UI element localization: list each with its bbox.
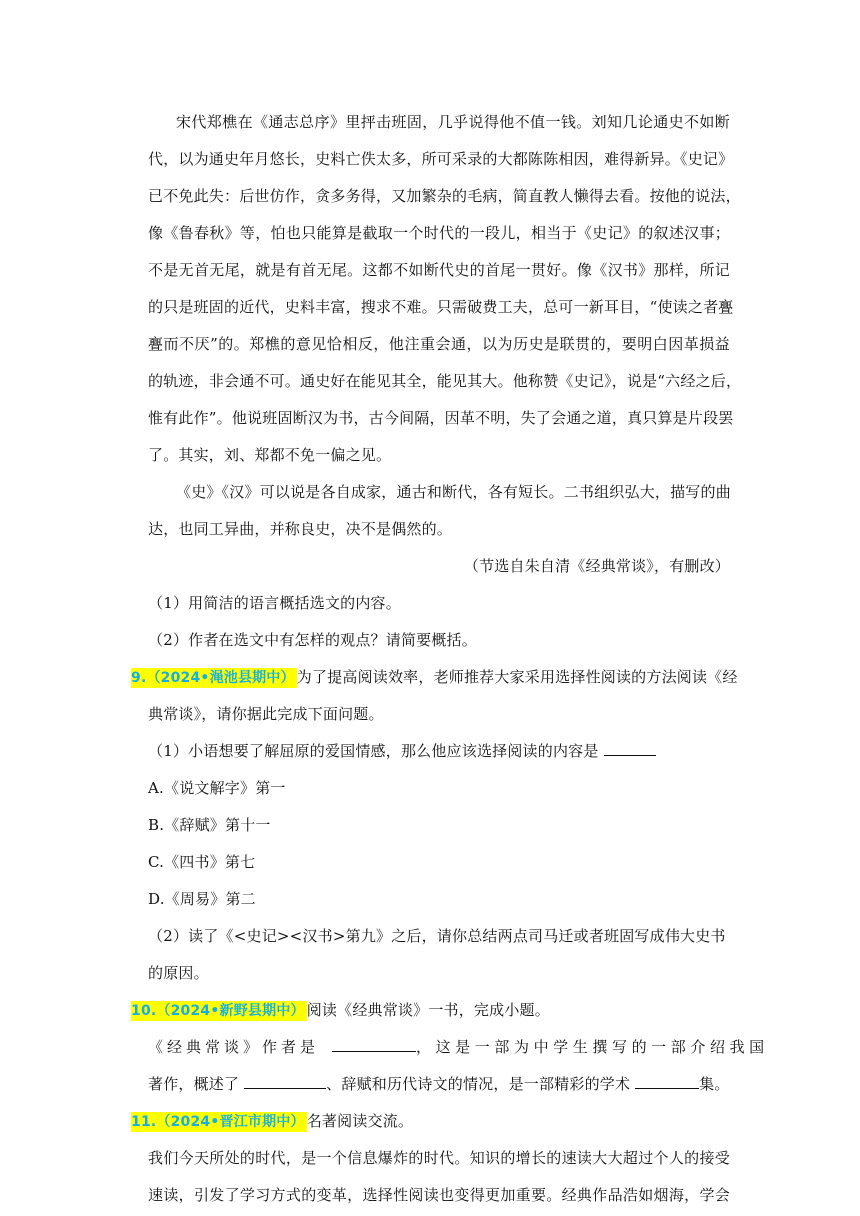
option-b: B.《辞赋》第十一 <box>148 816 271 834</box>
passage-line: 代，以为通史年月悠长，史料亡佚太多，所可采录的大都陈陈相因，难得新异。《史记》 <box>148 150 734 168</box>
question-9-stem-cont: 典常谈》，请你据此完成下面问题。 <box>148 705 384 723</box>
question-10-stem-text: 阅读《经典常谈》一书，完成小题。 <box>306 1001 550 1019</box>
answer-blank[interactable] <box>604 741 656 756</box>
passage-line: 的轨迹，非会通不可。通史好在能见其全，能见其大。他称赞《史记》，说是“六经之后， <box>148 372 742 390</box>
question-10-text: 著作，概述了 <box>148 1075 240 1093</box>
question-11-source-tag: 11.（2024•晋江市期中） <box>131 1114 305 1130</box>
passage-line: 的只是班固的近代，史料丰富，搜求不难。只需破费工夫，总可一新耳目，“使读之者亹 <box>148 298 734 316</box>
passage-line: 惟有此作”。他说班固断汉为书，古今间隔，因革不明，失了会通之道，真只算是片段罢 <box>148 409 734 427</box>
question-11-stem <box>131 1111 730 1132</box>
answer-blank[interactable] <box>635 1074 699 1089</box>
option-c: C.《四书》第七 <box>148 853 256 871</box>
answer-blank[interactable] <box>332 1037 416 1052</box>
question-10-text: ，这是一部为中学生撰写的一部介绍我国 <box>415 1038 769 1056</box>
answer-blank[interactable] <box>244 1074 326 1089</box>
question-10-text: 集。 <box>699 1075 730 1093</box>
question-10-line1 <box>148 1037 769 1057</box>
question-9-sub2-cont: 的原因。 <box>148 964 209 982</box>
passage-line: 达，也同工异曲，并称良史，决不是偶然的。 <box>148 520 453 538</box>
passage-line: 宋代郑樵在《通志总序》里抨击班固，几乎说得他不值一钱。刘知几论通史不如断 <box>176 113 730 131</box>
question-11-text-line: 我们今天所处的时代，是一个信息爆炸的时代。知识的增长的速读大大超过个人的接受 <box>148 1149 730 1167</box>
passage-source: （节选自朱自清《经典常谈》，有删改） <box>463 557 730 575</box>
option-d: D.《周易》第二 <box>148 890 256 908</box>
question-11-text-line: 速读，引发了学习方式的变革，选择性阅读也变得更加重要。经典作品浩如烟海，学会 <box>148 1186 730 1204</box>
question-10-text: 、辞赋和历代诗文的情况，是一部精彩的学术 <box>326 1075 631 1093</box>
question-10-line2 <box>148 1074 730 1094</box>
passage-line: 亹而不厌”的。郑樵的意见恰相反，他注重会通，以为历史是联贯的，要明白因革损益 <box>148 335 730 353</box>
question-10-text: 《经典常谈》作者是 <box>148 1038 320 1056</box>
passage-line: 已不免此失：后世仿作，贪多务得，又加繁杂的毛病，简直教人懒得去看。按他的说法， <box>148 187 741 205</box>
question-10-stem <box>131 1000 730 1021</box>
passage-line: 像《鲁春秋》等，怕也只能算是截取一个时代的一段儿，相当于《史记》的叙述汉事； <box>148 224 730 242</box>
passage-line: 不是无首无尾，就是有首无尾。这都不如断代史的首尾一贯好。像《汉书》那样，所记 <box>148 261 730 279</box>
question-9-stem <box>131 667 738 688</box>
option-a: A.《说文解字》第一 <box>148 779 286 797</box>
question-9-source-tag: 9.（2024•渑池县期中） <box>131 670 295 686</box>
question-9-stem-text: 为了提高阅读效率，老师推荐大家采用选择性阅读的方法阅读《经 <box>296 668 738 686</box>
question-10-source-tag: 10.（2024•新野县期中） <box>131 1003 305 1019</box>
passage-line: 了。其实，刘、郑都不免一偏之见。 <box>148 446 392 464</box>
question-9-sub1-text: （1）小语想要了解屈原的爱国情感，那么他应该选择阅读的内容是 <box>148 742 599 760</box>
passage-line: 《史》《汉》可以说是各自成家，通古和断代，各有短长。二书组织弘大，描写的曲 <box>176 483 731 501</box>
question-9-sub1 <box>148 741 730 761</box>
question-11-stem-text: 名著阅读交流。 <box>306 1112 414 1130</box>
question-8-sub1: （1）用简洁的语言概括选文的内容。 <box>148 594 401 612</box>
question-8-sub2: （2）作者在选文中有怎样的观点？请简要概括。 <box>148 631 477 649</box>
question-9-sub2: （2）读了《<史记><汉书>第九》之后，请你总结两点司马迁或者班固写成伟大史书 <box>148 927 726 945</box>
